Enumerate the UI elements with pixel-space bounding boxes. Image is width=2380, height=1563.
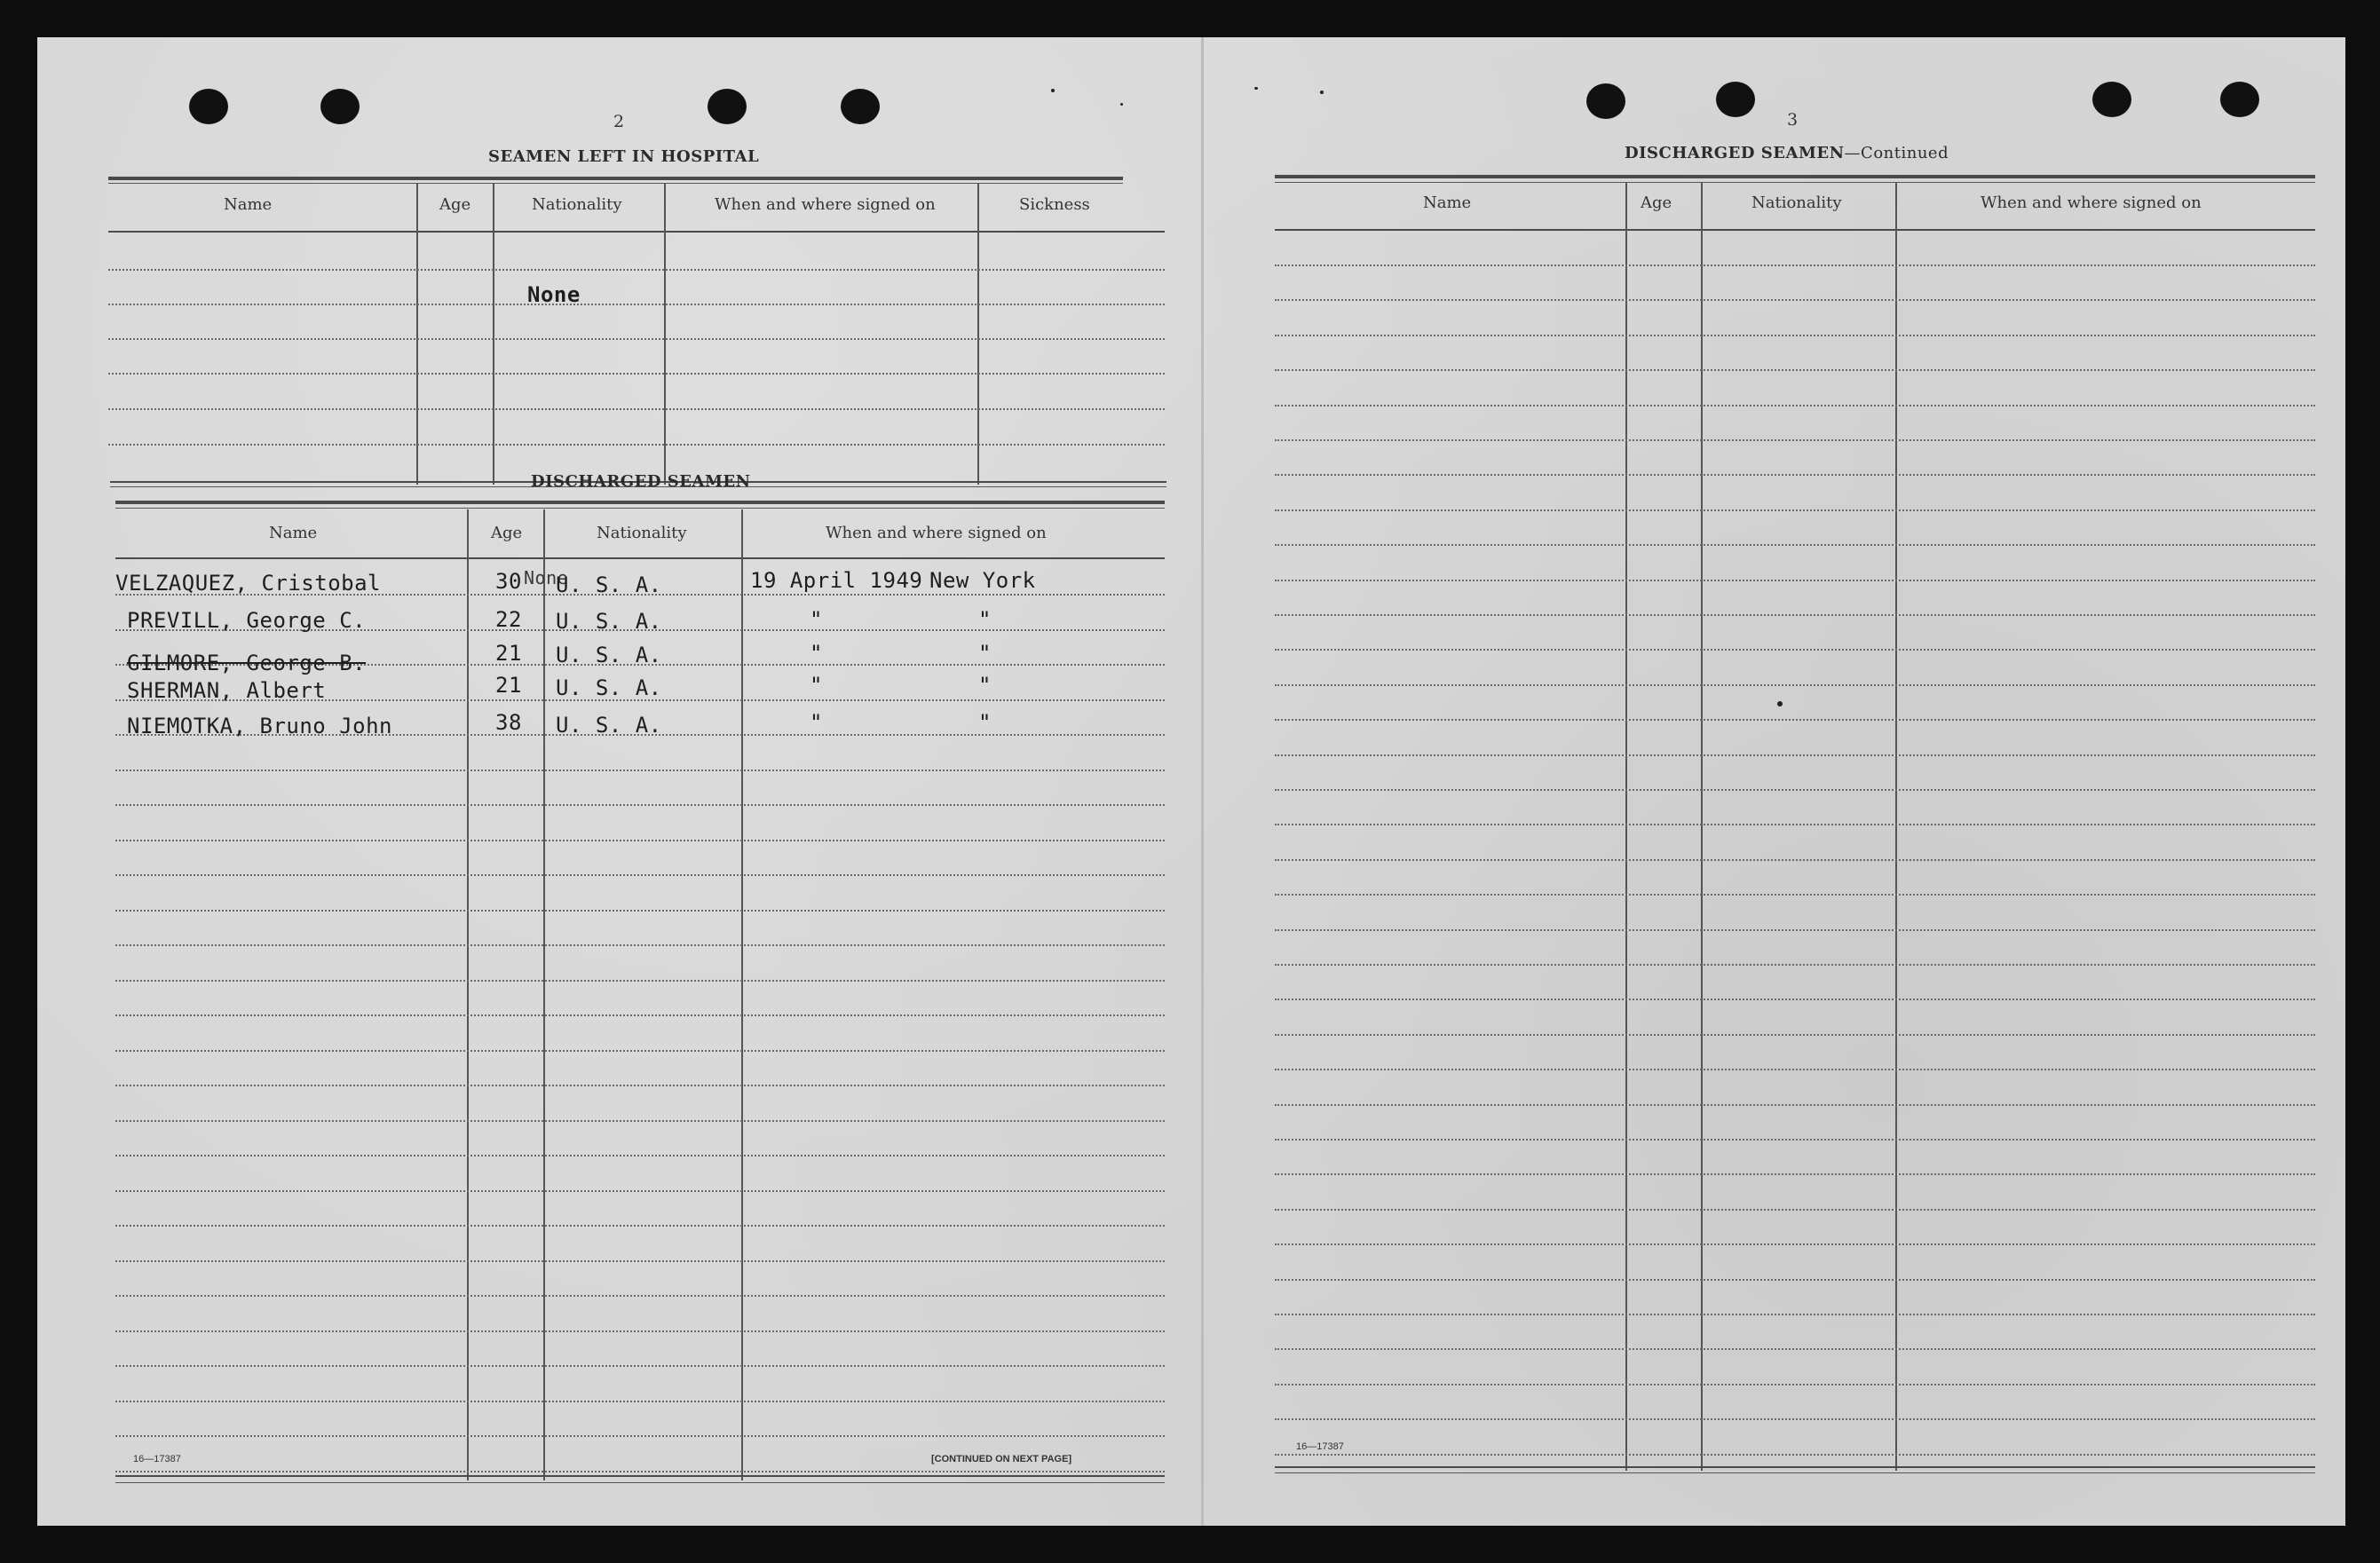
seaman-name: PREVILL, George C. (127, 608, 367, 633)
speck (1254, 87, 1258, 90)
ruled-line (115, 1085, 1165, 1086)
ruled-line (1275, 1279, 2315, 1281)
signed-on-date: 19 April 1949 (750, 568, 923, 593)
ruled-line (115, 944, 1165, 946)
ruled-line (1275, 1243, 2315, 1245)
col-head-nationality: Nationality (597, 524, 687, 542)
ruled-line (1275, 369, 2315, 371)
ruled-line (1275, 1209, 2315, 1211)
col-head-nationality: Nationality (532, 195, 622, 214)
ruled-line (1275, 894, 2315, 896)
col-head-nationality: Nationality (1751, 193, 1842, 212)
seaman-nationality: U. S. A. (556, 713, 662, 738)
ruled-line (115, 1401, 1165, 1402)
ruled-line (115, 770, 1165, 771)
binder-hole (2092, 82, 2131, 117)
col-head-age: Age (1641, 193, 1672, 212)
ruled-line (1275, 335, 2315, 336)
ruled-line (1275, 1173, 2315, 1175)
ruled-line (1275, 754, 2315, 756)
ruled-line (1275, 299, 2315, 301)
seaman-age: 21 (495, 641, 522, 666)
speck (1777, 701, 1783, 707)
document-sheet (37, 37, 2345, 1526)
ruled-line (1275, 1454, 2315, 1456)
col-head-signed-on: When and where signed on (1981, 193, 2202, 212)
ruled-line (1275, 474, 2315, 476)
ruled-line (1275, 1034, 2315, 1036)
ruled-line (1275, 544, 2315, 546)
seaman-age: 30 (495, 569, 522, 594)
col-head-name: Name (224, 195, 273, 214)
ruled-line (1275, 929, 2315, 931)
speck (1120, 103, 1123, 106)
col-head-signed-on: When and where signed on (715, 195, 936, 214)
ruled-line (115, 840, 1165, 841)
ruled-line (1275, 1069, 2315, 1070)
ruled-line (1275, 684, 2315, 686)
ruled-line (115, 1120, 1165, 1122)
ruled-line (1275, 1348, 2315, 1350)
binder-hole (189, 89, 228, 124)
form-number-left: 16—17387 (133, 1454, 181, 1464)
page-number-left: 2 (613, 112, 625, 131)
signed-on-place: New York (929, 568, 1036, 593)
ruled-line (1275, 1314, 2315, 1315)
seaman-age: 38 (495, 710, 522, 735)
ruled-line (115, 910, 1165, 912)
right-section-title (1625, 144, 1949, 162)
ruled-line (1275, 999, 2315, 1000)
ruled-line (115, 980, 1165, 982)
ruled-line (115, 1190, 1165, 1192)
seaman-age: 22 (495, 607, 522, 632)
ruled-line (1275, 264, 2315, 266)
ruled-line (1275, 1104, 2315, 1106)
ruled-line (115, 1260, 1165, 1262)
signed-on-date: " (810, 607, 823, 632)
seaman-nationality: U. S. A. (556, 675, 662, 700)
col-head-name: Name (269, 524, 318, 542)
col-head-signed-on: When and where signed on (826, 524, 1047, 542)
ruled-line (1275, 789, 2315, 791)
col-head-name: Name (1423, 193, 1472, 212)
nationality-overtype: None (524, 567, 569, 588)
ruled-line (1275, 859, 2315, 861)
ruled-line (115, 1365, 1165, 1367)
right-section-title-cont: —Continued (1844, 144, 1949, 162)
ruled-line (115, 1330, 1165, 1332)
ruled-line (115, 804, 1165, 806)
ruled-line (115, 1471, 1165, 1472)
seaman-name: SHERMAN, Albert (127, 678, 327, 703)
signed-on-place: " (978, 607, 992, 632)
ruled-line (115, 1295, 1165, 1297)
ruled-line (115, 874, 1165, 876)
signed-on-date: " (810, 673, 823, 698)
ruled-line (1275, 1139, 2315, 1141)
right-section-title-main: DISCHARGED SEAMEN (1625, 144, 1845, 162)
ruled-line (1275, 405, 2315, 407)
form-number-right: 16—17387 (1296, 1441, 1344, 1452)
col-head-age: Age (439, 195, 471, 214)
ruled-line (1275, 509, 2315, 511)
binder-hole (320, 89, 360, 124)
col-head-age: Age (491, 524, 523, 542)
ruled-line (1275, 719, 2315, 721)
seaman-nationality: U. S. A. (556, 643, 662, 667)
seaman-name: VELZAQUEZ, Cristobal (115, 571, 381, 596)
binder-hole (841, 89, 880, 124)
binder-hole (2220, 82, 2259, 117)
ruled-line (1275, 824, 2315, 825)
page-number-right: 3 (1787, 110, 1799, 130)
discharged-section-title: DISCHARGED SEAMEN (531, 472, 751, 491)
hospital-none-entry: None (527, 282, 581, 307)
seaman-nationality: U. S. A. (556, 572, 662, 597)
seaman-nationality: U. S. A. (556, 609, 662, 634)
hospital-section-title: SEAMEN LEFT IN HOSPITAL (488, 147, 760, 166)
signed-on-place: " (978, 641, 992, 666)
ruled-line (115, 1050, 1165, 1052)
binder-hole (1716, 82, 1755, 117)
signed-on-place: " (978, 673, 992, 698)
col-head-sickness: Sickness (1019, 195, 1090, 214)
ruled-line (115, 1435, 1165, 1437)
signed-on-date: " (810, 710, 823, 735)
continued-note: [CONTINUED ON NEXT PAGE] (931, 1454, 1072, 1464)
binder-hole (1586, 83, 1625, 119)
page-fold (1201, 37, 1204, 1526)
ruled-line (1275, 580, 2315, 581)
ruled-line (115, 1225, 1165, 1227)
ruled-line (1275, 439, 2315, 441)
binder-hole (708, 89, 747, 124)
ruled-line (1275, 614, 2315, 616)
ruled-line (115, 1155, 1165, 1156)
signed-on-place: " (978, 710, 992, 735)
seaman-name: NIEMOTKA, Bruno John (127, 714, 392, 738)
seaman-name: GILMORE, George B. (127, 651, 367, 675)
speck (1051, 89, 1055, 92)
speck (1320, 91, 1324, 94)
ruled-line (1275, 964, 2315, 966)
signed-on-date: " (810, 641, 823, 666)
ruled-line (1275, 1418, 2315, 1420)
ruled-line (1275, 1384, 2315, 1385)
ruled-line (115, 1014, 1165, 1016)
seaman-age: 21 (495, 673, 522, 698)
ruled-line (1275, 649, 2315, 651)
